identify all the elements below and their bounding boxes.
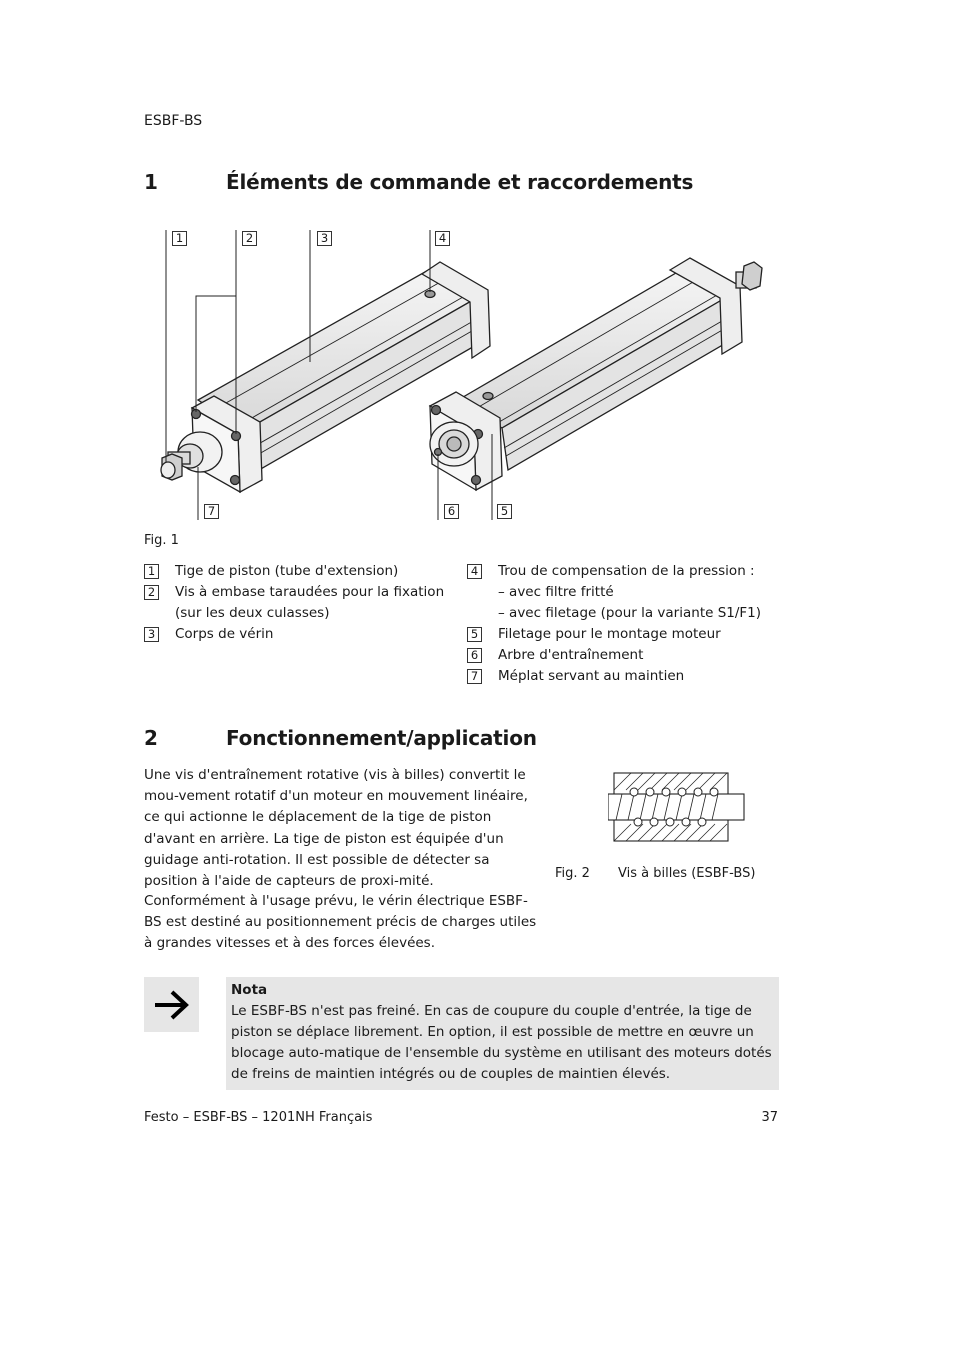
note-icon-box [144, 977, 199, 1032]
legend-line: – avec filetage (pour la variante S1/F1) [498, 605, 762, 621]
figure-1-illustration [140, 222, 780, 527]
figure-2-ball-screw-illustration [608, 770, 748, 850]
section-1-heading [0, 170, 954, 198]
legend-left [144, 561, 449, 645]
legend-number: 6 [467, 648, 482, 663]
legend-text: Filetage pour le montage moteur [498, 626, 721, 642]
figure-1-caption: Fig. 1 [144, 533, 179, 548]
legend-item [467, 624, 779, 645]
section-2-heading [0, 726, 954, 754]
section-2-title: Fonctionnement/application [226, 726, 537, 750]
legend-right [467, 561, 779, 687]
legend-item [144, 624, 449, 645]
note-box [226, 977, 779, 1090]
figure-1-callout-6: 6 [444, 504, 459, 519]
footer-page-number: 37 [761, 1110, 778, 1125]
legend-number: 1 [144, 564, 159, 579]
figure-2-label: Fig. 2 [555, 866, 590, 881]
legend-number: 7 [467, 669, 482, 684]
legend-item [144, 582, 449, 624]
legend-item [467, 645, 779, 666]
note-text: Le ESBF-BS n'est pas freiné. En cas de coupure du couple d'entrée, la tige de piston se déplace librement. En option, il est possible de mettre en œuvre un blocage auto-matique de l'ensemble du système en utilisant des moteurs dotés de freins de maintien intégrés ou de couples de maintien élevés. [231, 1003, 772, 1082]
legend-number: 3 [144, 627, 159, 642]
legend-text: Corps de vérin [175, 626, 274, 642]
figure-1-callout-3: 3 [317, 231, 332, 246]
document-label: ESBF-BS [144, 113, 203, 129]
section-2-paragraph-1: Une vis d'entraînement rotative (vis à billes) convertit le mou-vement rotatif d'un moteur en mouvement linéaire, ce qui actionne le déplacement de la tige de piston d'avant en arrière. La tige de piston est équipée d'un guidage anti-rotation. Il est possible de détecter sa position à l'aide de capteurs de proxi-mité. [144, 767, 528, 890]
section-1-title: Éléments de commande et raccordements [226, 170, 694, 194]
legend-item [467, 666, 779, 687]
legend-text: Arbre d'entraînement [498, 647, 644, 663]
figure-1-callout-4: 4 [435, 231, 450, 246]
legend-item [467, 561, 779, 624]
figure-1-callout-2: 2 [242, 231, 257, 246]
legend-text [498, 561, 761, 624]
footer-document-info: Festo – ESBF-BS – 1201NH Français [144, 1110, 373, 1125]
legend-text: Vis à embase taraudées pour la fixation (sur les deux culasses) [175, 584, 445, 621]
figure-1-callout-7: 7 [204, 504, 219, 519]
legend-item [144, 561, 449, 582]
legend-line: – avec filtre fritté [498, 584, 614, 600]
legend-line: Trou de compensation de la pression : [498, 563, 755, 579]
figure-2-caption: Vis à billes (ESBF-BS) [618, 866, 756, 881]
legend-number: 5 [467, 627, 482, 642]
legend-number: 4 [467, 564, 482, 579]
legend-text: Tige de piston (tube d'extension) [175, 563, 399, 579]
section-2-number: 2 [144, 726, 158, 750]
legend-text: Méplat servant au maintien [498, 668, 685, 684]
figure-1-callout-1: 1 [172, 231, 187, 246]
arrow-right-icon [152, 989, 192, 1021]
section-2-paragraph-2: Conformément à l'usage prévu, le vérin électrique ESBF-BS est destiné au positionnement précis de charges utiles à grandes vitesses et à des forces élevées. [144, 893, 537, 952]
legend-number: 2 [144, 585, 159, 600]
note-title: Nota [231, 982, 268, 998]
section-1-number: 1 [144, 170, 158, 194]
figure-1-callout-5: 5 [497, 504, 512, 519]
